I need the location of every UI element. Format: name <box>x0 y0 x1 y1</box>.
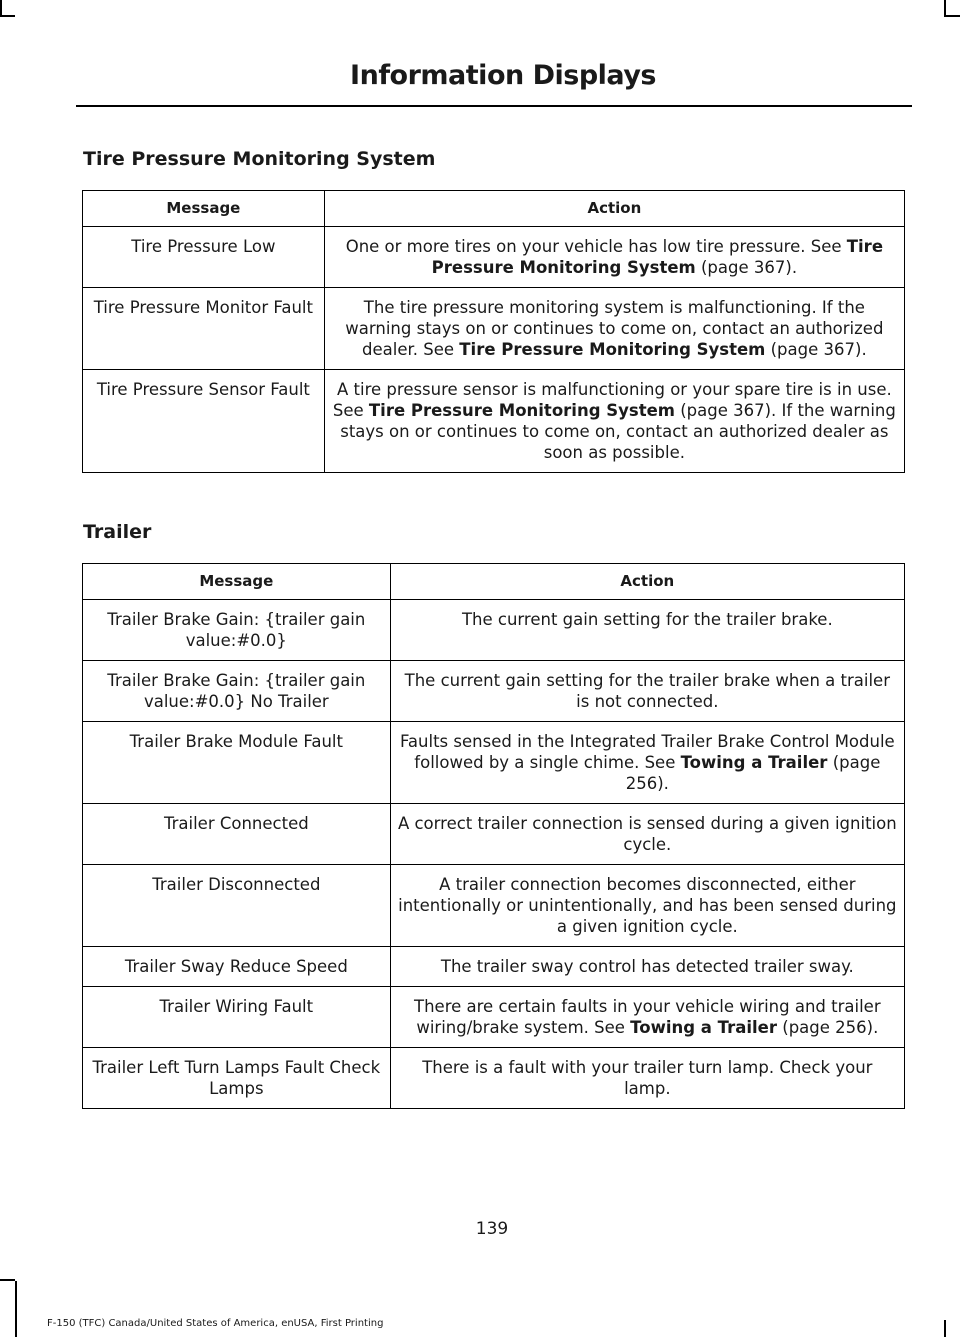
action-cell <box>390 1048 904 1109</box>
action-cell <box>324 370 904 473</box>
crop-mark-top-right <box>944 15 960 17</box>
table-row <box>83 370 905 473</box>
action-column-header: Action <box>390 564 904 600</box>
table-row <box>83 722 905 804</box>
action-text: (page 367). <box>765 340 867 359</box>
message-column-header: Message <box>83 191 325 227</box>
crop-mark-bottom-right <box>944 1320 946 1337</box>
message-cell: Trailer Left Turn Lamps Fault Check Lamps <box>83 1048 391 1109</box>
page-reference-link[interactable]: Tire Pressure Monitoring System <box>459 340 766 359</box>
message-cell: Tire Pressure Monitor Fault <box>83 288 325 370</box>
action-text: The tire pressure monitoring system is malfunctioning. If the warning stays on or continues to come on, contact an authorized dealer. See <box>345 298 884 359</box>
page-reference-link[interactable]: Towing a Trailer <box>630 1018 778 1037</box>
trailer-section-title: Trailer <box>83 521 152 543</box>
table-row <box>83 804 905 865</box>
action-text: A correct trailer connection is sensed during a given ignition cycle. <box>397 814 897 854</box>
action-text: (page 256). <box>625 753 881 793</box>
crop-mark-bottom-left <box>0 1279 15 1281</box>
message-cell: Trailer Sway Reduce Speed <box>83 947 391 987</box>
message-cell: Trailer Disconnected <box>83 865 391 947</box>
edition-footer: F-150 (TFC) Canada/United States of America, enUSA, First Printing <box>47 1318 384 1329</box>
tpms-table <box>82 190 905 473</box>
action-cell <box>390 722 904 804</box>
message-cell: Trailer Brake Module Fault <box>83 722 391 804</box>
action-cell <box>390 600 904 661</box>
action-text: A trailer connection becomes disconnected, either intentionally or unintentionally, and has been sensed during a given ignition cycle. <box>398 875 897 936</box>
chapter-title: Information Displays <box>350 60 656 91</box>
message-cell: Tire Pressure Low <box>83 227 325 288</box>
table-row <box>83 288 905 370</box>
action-text: (page 367). <box>695 258 798 277</box>
action-text: There are certain faults in your vehicle wiring and trailer wiring/brake system. See <box>414 997 881 1037</box>
message-cell: Trailer Brake Gain: {trailer gain value:#0.0} No Trailer <box>83 661 391 722</box>
message-cell: Trailer Brake Gain: {trailer gain value:#0.0} <box>83 600 391 661</box>
action-text: The trailer sway control has detected trailer sway. <box>440 957 854 976</box>
message-cell: Tire Pressure Sensor Fault <box>83 370 325 473</box>
message-cell: Trailer Wiring Fault <box>83 987 391 1048</box>
table-row <box>83 661 905 722</box>
action-cell <box>324 288 904 370</box>
message-column-header: Message <box>83 564 391 600</box>
trailer-table <box>82 563 905 1109</box>
action-text: There is a fault with your trailer turn lamp. Check your lamp. <box>422 1058 873 1098</box>
message-cell: Trailer Connected <box>83 804 391 865</box>
action-column-header: Action <box>324 191 904 227</box>
action-text: One or more tires on your vehicle has low tire pressure. See <box>345 237 847 256</box>
action-text: The current gain setting for the trailer brake when a trailer is not connected. <box>404 671 890 711</box>
crop-mark-top-left <box>0 0 2 15</box>
header-rule <box>76 105 912 107</box>
action-cell <box>324 227 904 288</box>
crop-mark-top-left <box>0 15 15 17</box>
action-cell <box>390 865 904 947</box>
action-cell <box>390 987 904 1048</box>
table-row <box>83 1048 905 1109</box>
action-text: Faults sensed in the Integrated Trailer Brake Control Module followed by a single chime. See <box>399 732 895 772</box>
table-row <box>83 865 905 947</box>
table-row <box>83 987 905 1048</box>
action-text: A tire pressure sensor is malfunctioning or your spare tire is in use. See <box>332 380 892 420</box>
action-cell <box>390 804 904 865</box>
table-row <box>83 227 905 288</box>
table-row <box>83 947 905 987</box>
crop-mark-top-right <box>944 0 946 15</box>
action-cell <box>390 661 904 722</box>
page-number: 139 <box>475 1219 509 1239</box>
page-reference-link[interactable]: Tire Pressure Monitoring System <box>431 237 884 277</box>
action-text: (page 367). If the warning stays on or continues to come on, contact an authorized dealer as soon as possible. <box>340 401 896 462</box>
table-row <box>83 600 905 661</box>
action-cell <box>390 947 904 987</box>
tpms-section-title: Tire Pressure Monitoring System <box>83 148 436 170</box>
page-reference-link[interactable]: Tire Pressure Monitoring System <box>368 401 675 420</box>
action-text: (page 256). <box>777 1018 879 1037</box>
crop-mark-bottom-left <box>15 1281 17 1337</box>
page-reference-link[interactable]: Towing a Trailer <box>680 753 828 772</box>
action-text: The current gain setting for the trailer brake. <box>461 610 833 629</box>
